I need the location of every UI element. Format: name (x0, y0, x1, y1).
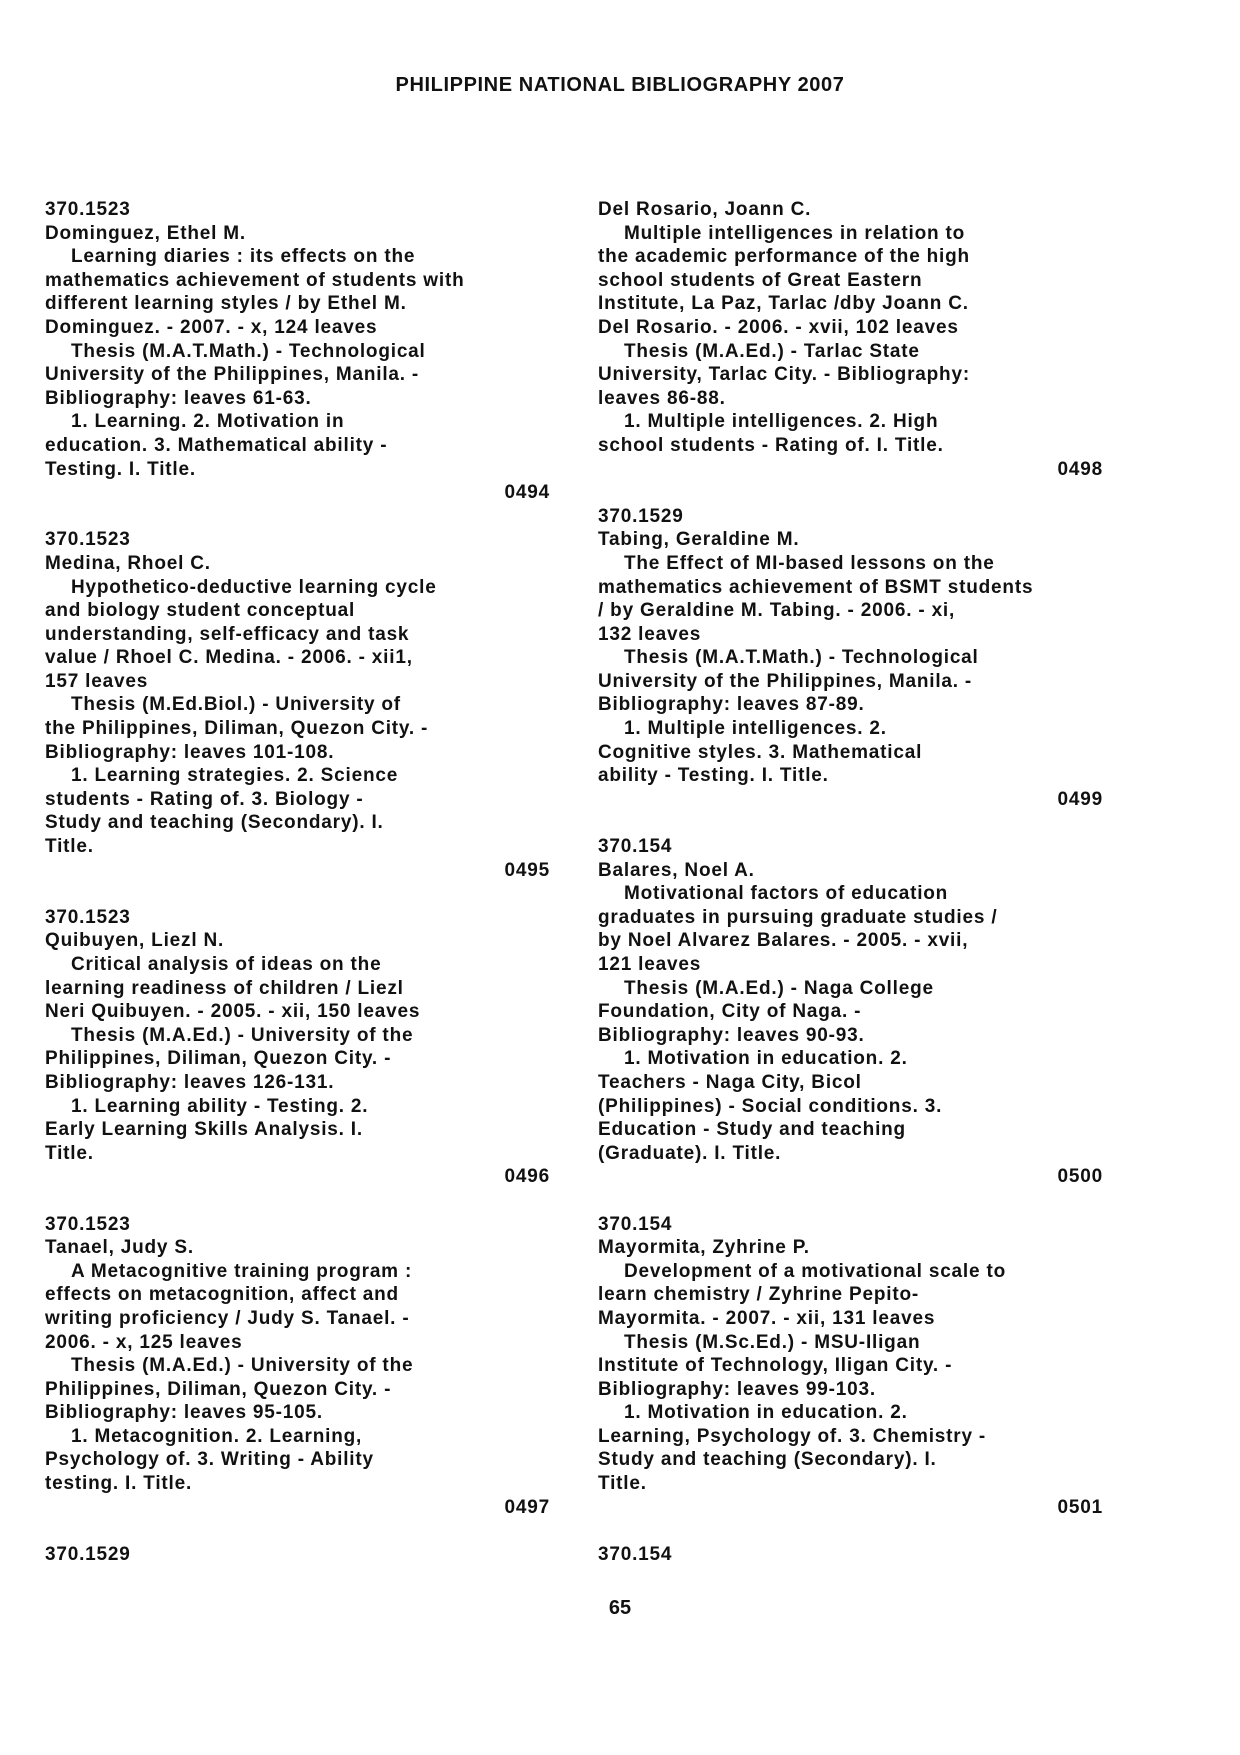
entry-author: Tanael, Judy S. (45, 1237, 194, 1259)
entry-text-line: understanding, self-efficacy and task (45, 623, 410, 645)
entry-text-line: the Philippines, Diliman, Quezon City. - (45, 718, 429, 740)
entry-number: 0498 (1057, 458, 1103, 480)
entry-text-line: Early Learning Skills Analysis. I. (45, 1119, 363, 1141)
entry-text-line: Title. (45, 1142, 94, 1164)
entry-text-line: 1. Learning ability - Testing. 2. (71, 1095, 369, 1117)
class-number: 370.1523 (45, 906, 131, 928)
class-number: 370.154 (598, 1213, 673, 1235)
entry-text-line: Bibliography: leaves 90-93. (598, 1024, 865, 1046)
entry-text-line: Institute, La Paz, Tarlac /dby Joann C. (598, 293, 969, 315)
entry-number: 0497 (504, 1496, 550, 1518)
entry-text-line: graduates in pursuing graduate studies / (598, 906, 998, 928)
entry-text-line: Bibliography: leaves 99-103. (598, 1378, 876, 1400)
entry-text-line: Neri Quibuyen. - 2005. - xii, 150 leaves (45, 1001, 421, 1023)
entry-author: Dominguez, Ethel M. (45, 222, 246, 244)
entry-text-line: Thesis (M.A.T.Math.) - Technological (71, 340, 426, 362)
class-number: 370.1523 (45, 1213, 131, 1235)
right-column (598, 198, 1103, 1566)
class-number: 370.1523 (45, 199, 131, 220)
entry-text-line: 1. Motivation in education. 2. (624, 1048, 908, 1070)
entry-text-line: Thesis (M.A.Ed.) - Naga College (624, 977, 934, 999)
page-number: 65 (608, 1597, 632, 1619)
entry-text-line: the academic performance of the high (598, 246, 970, 268)
entry-text-line: 1. Learning. 2. Motivation in (71, 411, 345, 433)
entry-text-line: Study and teaching (Secondary). I. (598, 1449, 937, 1471)
entry-text-line: University of the Philippines, Manila. - (598, 670, 973, 692)
entry-text-line: Thesis (M.Ed.Biol.) - University of (71, 694, 401, 716)
entry-text-line: Dominguez. - 2007. - x, 124 leaves (45, 316, 378, 338)
entry-text-line: Psychology of. 3. Writing - Ability (45, 1449, 374, 1471)
entry-number: 0494 (504, 482, 550, 504)
class-number: 370.1523 (45, 529, 131, 551)
entry-text-line: Testing. I. Title. (45, 458, 196, 480)
entry-text-line: Thesis (M.A.Ed.) - University of the (71, 1024, 414, 1046)
entry-text-line: Critical analysis of ideas on the (71, 954, 382, 975)
entry-number: 0495 (504, 859, 550, 881)
entry-number: 0501 (1057, 1496, 1103, 1518)
entry-text-line: University of the Philippines, Manila. - (45, 364, 420, 386)
entry-text-line: Learning, Psychology of. 3. Chemistry - (598, 1425, 987, 1447)
entry-text-line: testing. I. Title. (45, 1473, 193, 1495)
entry-text-line: Hypothetico-deductive learning cycle (71, 576, 437, 598)
entry-text-line: Thesis (M.A.Ed.) - University of the (71, 1355, 414, 1377)
bibliographic-entry (598, 1213, 1103, 1520)
entry-text-line: Bibliography: leaves 101-108. (45, 741, 335, 763)
entry-text-line: 1. Learning strategies. 2. Science (71, 765, 399, 787)
entry-text-line: Cognitive styles. 3. Mathematical (598, 741, 923, 763)
entry-text-line: (Graduate). I. Title. (598, 1142, 782, 1164)
entry-text-line: school students of Great Eastern (598, 269, 923, 291)
entry-text-line: education. 3. Mathematical ability - (45, 434, 388, 456)
entry-text-line: Philippines, Diliman, Quezon City. - (45, 1048, 392, 1070)
entry-text-line: value / Rhoel C. Medina. - 2006. - xii1, (45, 647, 413, 669)
entry-text-line: Thesis (M.A.T.Math.) - Technological (624, 647, 979, 669)
entry-text-line: Bibliography: leaves 87-89. (598, 694, 865, 716)
entry-author: Quibuyen, Liezl N. (45, 930, 225, 952)
entry-author: Medina, Rhoel C. (45, 552, 211, 574)
entry-text-line: 121 leaves (598, 954, 702, 975)
entry-text-line: Mayormita. - 2007. - xii, 131 leaves (598, 1307, 936, 1329)
bibliographic-entry (598, 198, 1103, 481)
entry-text-line: by Noel Alvarez Balares. - 2005. - xvii, (598, 930, 969, 952)
entry-text-line: leaves 86-88. (598, 387, 726, 409)
entry-text-line: ability - Testing. I. Title. (598, 765, 829, 787)
bibliographic-entry (45, 528, 550, 882)
entry-text-line: Bibliography: leaves 61-63. (45, 387, 312, 409)
entry-text-line: Philippines, Diliman, Quezon City. - (45, 1378, 392, 1400)
entry-text-line: mathematics achievement of students with (45, 269, 465, 291)
entry-text-line: 2006. - x, 125 leaves (45, 1331, 243, 1353)
entry-text-line: Institute of Technology, Iligan City. - (598, 1355, 953, 1377)
entry-text-line: school students - Rating of. I. Title. (598, 434, 944, 456)
entry-text-line: 1. Metacognition. 2. Learning, (71, 1425, 363, 1447)
entry-text-line: different learning styles / by Ethel M. (45, 293, 407, 315)
entry-text-line: A Metacognitive training program : (71, 1260, 413, 1282)
entry-number: 0496 (504, 1166, 550, 1188)
entry-text-line: Education - Study and teaching (598, 1119, 906, 1141)
trailing-class-number: 370.1529 (45, 1543, 131, 1565)
entry-text-line: Thesis (M.Sc.Ed.) - MSU-Iligan (624, 1331, 921, 1353)
entry-author: Balares, Noel A. (598, 859, 755, 881)
class-number: 370.1529 (598, 505, 684, 527)
entry-number: 0499 (1057, 788, 1103, 810)
entry-text-line: Title. (598, 1473, 647, 1495)
entry-text-line: Bibliography: leaves 126-131. (45, 1071, 335, 1093)
entry-text-line: Study and teaching (Secondary). I. (45, 812, 384, 834)
entry-author: Tabing, Geraldine M. (598, 529, 800, 551)
bibliographic-entry (45, 1213, 550, 1520)
bibliographic-entry (45, 198, 550, 505)
entry-text-line: effects on metacognition, affect and (45, 1284, 399, 1306)
bibliographic-entry (598, 505, 1103, 812)
entry-text-line: learning readiness of children / Liezl (45, 977, 404, 999)
entry-text-line: Motivational factors of education (624, 883, 949, 905)
entry-author: Del Rosario, Joann C. (598, 199, 812, 220)
entry-text-line: / by Geraldine M. Tabing. - 2006. - xi, (598, 600, 956, 622)
entry-text-line: Multiple intelligences in relation to (624, 222, 966, 244)
entry-number: 0500 (1057, 1166, 1103, 1188)
entry-text-line: Teachers - Naga City, Bicol (598, 1071, 862, 1093)
entry-text-line: Title. (45, 836, 94, 858)
entry-author: Mayormita, Zyhrine P. (598, 1237, 810, 1259)
entry-text-line: Foundation, City of Naga. - (598, 1001, 862, 1023)
entry-text-line: Bibliography: leaves 95-105. (45, 1402, 323, 1424)
entry-text-line: and biology student conceptual (45, 600, 356, 622)
entry-text-line: 132 leaves (598, 623, 702, 645)
entry-text-line: 1. Multiple intelligences. 2. (624, 718, 887, 740)
left-column (45, 198, 550, 1566)
entry-text-line: (Philippines) - Social conditions. 3. (598, 1095, 943, 1117)
class-number: 370.154 (598, 836, 673, 858)
entry-text-line: students - Rating of. 3. Biology - (45, 788, 364, 810)
entry-text-line: The Effect of MI-based lessons on the (624, 552, 995, 574)
entry-text-line: learn chemistry / Zyhrine Pepito- (598, 1284, 919, 1306)
bibliographic-entry (45, 906, 550, 1189)
entry-text-line: 1. Multiple intelligences. 2. High (624, 411, 939, 433)
entry-text-line: University, Tarlac City. - Bibliography: (598, 364, 970, 386)
entry-text-line: Thesis (M.A.Ed.) - Tarlac State (624, 340, 920, 362)
entry-text-line: Learning diaries : its effects on the (71, 246, 416, 268)
entry-text-line: Development of a motivational scale to (624, 1260, 1006, 1282)
entry-text-line: writing proficiency / Judy S. Tanael. - (45, 1307, 410, 1329)
entry-text-line: mathematics achievement of BSMT students (598, 576, 1034, 598)
trailing-class-number: 370.154 (598, 1543, 673, 1565)
bibliographic-entry (598, 835, 1103, 1189)
entry-text-line: 157 leaves (45, 670, 149, 692)
entry-text-line: 1. Motivation in education. 2. (624, 1402, 908, 1424)
entry-text-line: Del Rosario. - 2006. - xvii, 102 leaves (598, 316, 959, 338)
running-head: PHILIPPINE NATIONAL BIBLIOGRAPHY 2007 (395, 74, 845, 96)
